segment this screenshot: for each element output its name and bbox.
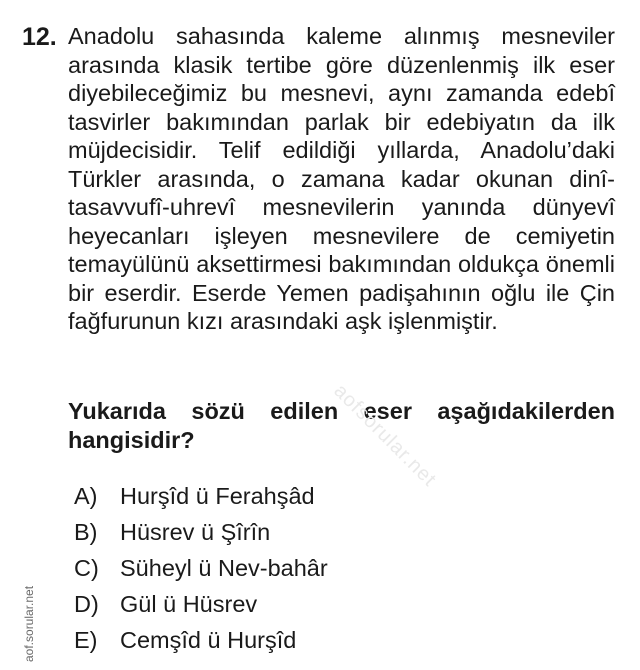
option-e[interactable] <box>74 622 328 658</box>
question-prompt: Yukarıda sözü edilen eser aşağıdakilerden hangisidir? <box>68 398 615 453</box>
option-text: Cemşîd ü Hurşîd <box>120 626 297 653</box>
question-number: 12. <box>22 23 57 51</box>
option-b[interactable] <box>74 514 328 550</box>
option-c[interactable] <box>74 550 328 586</box>
option-letter: D) <box>74 590 99 617</box>
option-letter: C) <box>74 554 99 581</box>
option-letter: E) <box>74 626 98 653</box>
watermark-diagonal: aofsorular.net <box>329 380 441 492</box>
option-text: Hurşîd ü Ferahşâd <box>120 482 315 509</box>
watermark-side: aof.sorular.net <box>22 585 36 662</box>
question-passage: Anadolu sahasında kaleme alınmış mesneviler arasında klasik tertibe göre düzenlenmiş ilk eser diyebileceğimiz bu mesnevi, aynı zamanda edebî tasvirler bakımından parlak bir edebiyatın da ilk müjdecisidir. Telif edildiği yıllarda, Anadolu’daki Türkler arasında, o zamana kadar okunan dinî-tasavvufî-uhrevî mesnevilerin yanında dünyevî heyecanları işleyen mesnevilere de cemiyetin temayülünü aksettirmesi bakımından oldukça önemli bir eserdir. Eserde Yemen padişahının oğlu ile Çin fağfurunun kızı arasındaki aşk işlenmiştir. <box>68 23 615 334</box>
option-letter: B) <box>74 518 98 545</box>
option-text: Gül ü Hüsrev <box>120 590 258 617</box>
answer-options <box>74 478 328 658</box>
option-letter: A) <box>74 482 98 509</box>
option-a[interactable] <box>74 478 328 514</box>
option-text: Hüsrev ü Şîrîn <box>120 518 271 545</box>
option-d[interactable] <box>74 586 328 622</box>
option-text: Süheyl ü Nev-bahâr <box>120 554 328 581</box>
